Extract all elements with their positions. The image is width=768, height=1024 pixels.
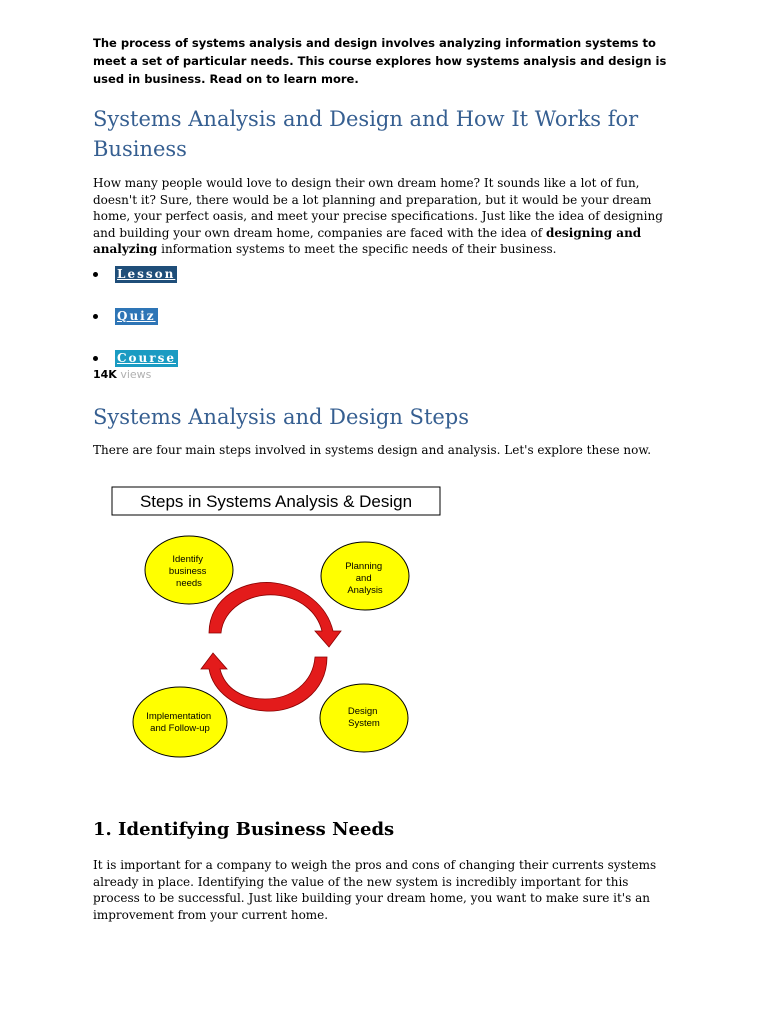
step-label-identify: Identify business needs — [168, 554, 207, 589]
steps-intro-paragraph: There are four main steps involved in systems design and analysis. Let's explore these now. — [93, 443, 652, 457]
list-item — [115, 304, 178, 346]
dream-home-paragraph: How many people would love to design their own dream home? It sounds like a lot of fun, doesn't it? Sure, there would be a lot planning and preparation, but it would be your dream home, your perfect oasis, and meet your precise specifications. Just like the idea of designing and building your own dream home, companies are faced with the idea of designing and analyzing information systems to meet the specific needs of their business. — [93, 176, 663, 256]
course-link[interactable]: Course — [117, 351, 176, 365]
diagram-title: Steps in Systems Analysis & Design — [139, 492, 413, 511]
list-item — [115, 262, 178, 304]
lesson-link[interactable]: Lesson — [117, 267, 176, 281]
step-label-design: Design System — [347, 706, 380, 729]
heading-how-it-works: Systems Analysis and Design and How It Works for Business — [93, 107, 639, 161]
bottom-arrow — [201, 653, 327, 711]
step-circle-implementation — [133, 687, 227, 757]
view-count — [93, 368, 151, 381]
step-label-implementation: Implementation and Follow-up — [146, 711, 212, 734]
cycle-arrows — [201, 582, 341, 711]
steps-diagram — [109, 485, 449, 770]
list-item — [115, 346, 178, 388]
views-label: views — [120, 368, 152, 381]
views-number: 14K — [93, 368, 117, 381]
quiz-link[interactable]: Quiz — [117, 309, 156, 323]
intro-paragraph: The process of systems analysis and design involves analyzing information systems to meet a set of particular needs. This course explores how systems analysis and design is used in business. Read on to learn more. — [93, 36, 667, 86]
bold-phrase: designing and analyzing — [93, 225, 642, 256]
heading-steps: Systems Analysis and Design Steps — [93, 405, 470, 429]
top-arrow — [209, 582, 341, 647]
identifying-needs-paragraph: It is important for a company to weigh the pros and cons of changing their currents systems already in place. Identifying the value of the new system is incredibly important for this process to be successful. Just like building your dream home, you want to make sure it's an improvement from your current home. — [93, 858, 657, 922]
heading-identifying-needs: 1. Identifying Business Needs — [93, 819, 395, 840]
step-label-planning: Planning and Analysis — [345, 561, 383, 596]
